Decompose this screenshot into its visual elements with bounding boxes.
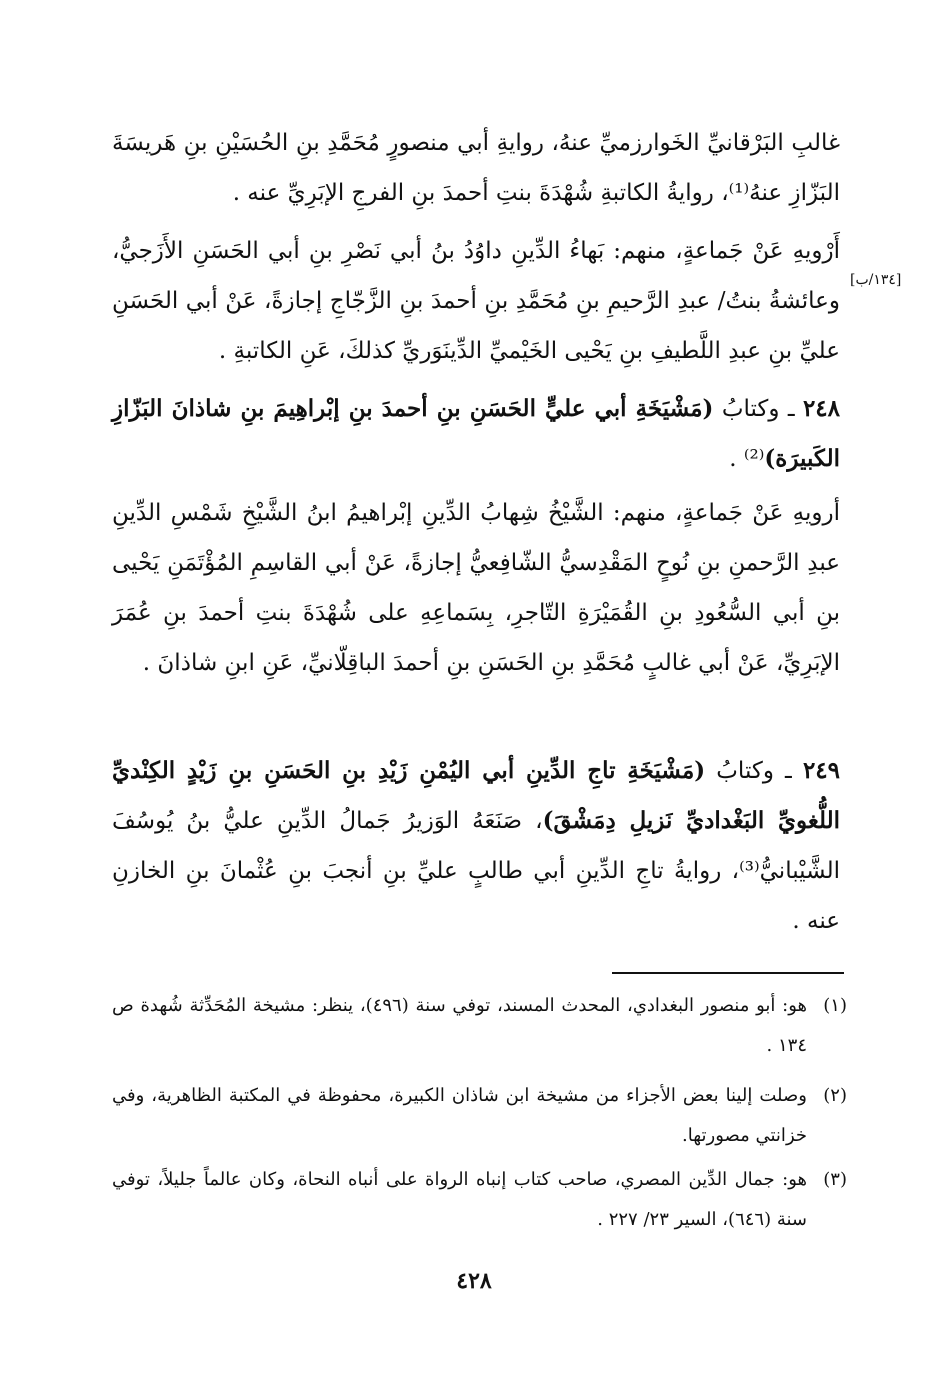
footnote-1-text: هو: أبو منصور البغدادي، المحدث المسند، توفي سنة (٤٩٦)، ينظر: مشيخة المُحَدِّثة شُهدة ص ١٣٤ .	[112, 995, 807, 1056]
entry-249-prefix: ـ وكتابُ	[705, 758, 803, 784]
footnote-3-number: (٣)	[823, 1169, 847, 1190]
footnote-3-text: هو: جمال الدِّين المصري، صاحب كتاب إنباه الرواة على أنباه النحاة، وكان عالماً جليلاً، توفي سنة (٦٤٦)، السير ٢٣/ ٢٢٧ .	[112, 1169, 807, 1230]
entry-248-title: (مَشْيَخَةِ أبي عليٍّ الحَسَنِ بنِ أحمدَ بنِ إبْراهِيمَ بنِ شاذانَ البَزّازِ الكَبيرَة)	[112, 395, 840, 472]
footnote-3	[112, 1160, 847, 1240]
paragraph-2: أرويهِ عَنْ جَماعةٍ، منهم: الشَّيْخُ شِهابُ الدِّينِ إبْراهيمُ ابنُ الشَّيْخِ شَمْسِ الدِّينِ عبدِ الرَّحمنِ بنِ نُوحٍ المَقْدِسيُّ الشّافِعيُّ إجازةً، عَنْ أبي القاسِمِ المُؤْتَمَنِ يَحْيى بنِ أبي السُّعُودِ بنِ القُمَيْرَةِ التّاجرِ، بِسَماعِهِ على شُهْدَةَ بنتِ أحمدَ بنِ عُمَرَ الإبَرِيِّ، عَنْ أبي غالبٍ مُحَمَّدِ بنِ الحَسَنِ بنِ أحمدَ الباقِلّانيِّ، عَنِ ابنِ شاذانَ .	[112, 500, 840, 676]
manuscript-folio-marker: [١٣٤/ب]	[850, 272, 902, 288]
footnote-1-number: (١)	[823, 995, 847, 1016]
footnote-2	[112, 1076, 847, 1156]
entry-249	[112, 746, 840, 946]
intro-paragraph: غالبِ البَرْقانيِّ الخَوارزميِّ عنهُ، روايةِ أبي منصورٍ مُحَمَّدِ بنِ الحُسَيْنِ بنِ هَريسَةَ البَزّازِ عنهُ⁽¹⁾، روايةُ الكاتبةِ شُهْدَةَ بنتِ أحمدَ بنِ الفرجِ الإبَرِيِّ عنه .	[112, 130, 840, 206]
entry-248	[112, 384, 840, 484]
page-number: ٤٢٨	[456, 1268, 492, 1294]
paragraph-1: أَرْويهِ عَنْ جَماعةٍ، منهم: بَهاءُ الدِّينِ داوُدُ بنُ أبي نَصْرِ بنِ أبي الحَسَنِ الأَزَجيُّ، وعائشةُ بنتُ/ عبدِ الرَّحيمِ بنِ مُحَمَّدِ بنِ أحمدَ بنِ الزَّجّاجِ إجازةً، عَنْ أبي الحَسَنِ عليِّ بنِ عبدِ اللَّطيفِ بنِ يَحْيى الخَيْميِّ الدِّينَوَريِّ كذلكَ، عَنِ الكاتبةِ .	[112, 238, 840, 364]
footnote-2-text: وصلت إلينا بعض الأجزاء من مشيخة ابن شاذان الكبيرة، محفوظة في المكتبة الظاهرية، وفي خزانتي مصورتها.	[112, 1085, 807, 1146]
entry-248-number: ٢٤٨	[802, 395, 840, 422]
footnote-2-number: (٢)	[823, 1085, 847, 1106]
entry-249-title: (مَشْيَخَةِ تاجِ الدِّينِ أبي اليُمْنِ زَيْدِ بنِ الحَسَنِ بنِ زَيْدٍ الكِنْديِّ اللُّغويِّ البَغْداديِّ نَزيلِ دِمَشْقَ)	[112, 757, 840, 834]
entry-248-prefix: ـ وكتابُ	[713, 396, 803, 422]
footnote-1	[112, 986, 847, 1066]
entry-249-number: ٢٤٩	[802, 757, 840, 784]
entry-248-suffix: ⁽²⁾ .	[729, 446, 765, 472]
footnote-separator	[612, 972, 844, 974]
entry-249-suffix: ، صَنَعَهُ الوَزيرُ جَمالُ الدِّينِ عليُّ بنُ يُوسُفَ الشَّيْبانيُّ⁽³⁾، روايةُ تاجِ الدِّينِ أبي طالبٍ عليِّ بنِ أنجبَ بنِ عُثْمانَ بنِ الخازنِ عنه .	[112, 808, 840, 934]
